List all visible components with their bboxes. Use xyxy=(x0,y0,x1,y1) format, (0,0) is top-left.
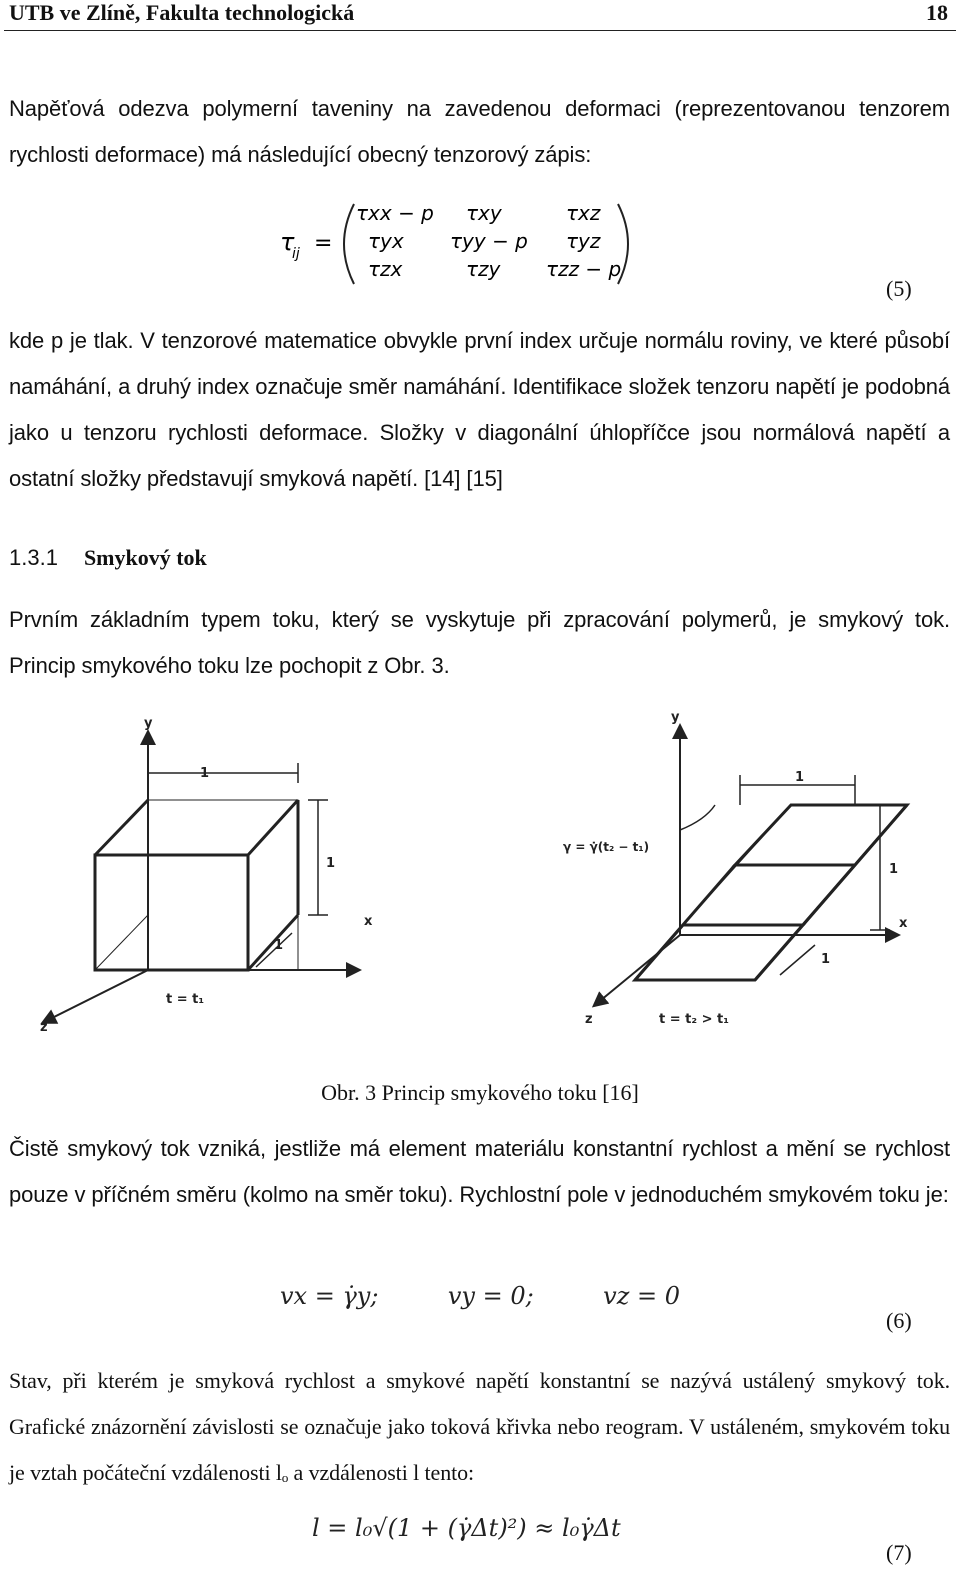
paragraph-steady-shear: Stav, při kterém je smyková rychlost a smykové napětí konstantní se nazývá ustálený smykový tok. Grafické znázornění závislosti se označuje jako toková křivka nebo reogram. V ustáleném, smykovém toku je vztah počáteční vzdálenosti lₒ a vzdálenosti l tento: xyxy=(9,1368,950,1485)
equation-number-7: (7) xyxy=(886,1540,912,1565)
eq5-cell: τzx xyxy=(368,257,403,281)
gamma-arc xyxy=(680,805,715,830)
dimension-depth-label: 1 xyxy=(274,938,284,953)
cube-edge xyxy=(248,800,298,855)
equation-7: l = l₀√(1 + (γ̇Δt)²) ≈ l₀γ̇Δt xyxy=(312,1514,621,1542)
dimension-depth-label: 1 xyxy=(821,952,831,967)
equation-number-5: (5) xyxy=(886,276,912,301)
y-axis-label: y xyxy=(144,716,153,731)
cube-edge xyxy=(95,800,148,855)
eq5-cell: τxy xyxy=(466,201,502,225)
paragraph-shear-intro: Prvním základním typem toku, který se vyskytuje při zpracování polymerů, je smykový tok. Princip smykového toku lze pochopit z Obr. 3. xyxy=(9,607,950,678)
z-axis-label: z xyxy=(40,1020,48,1035)
dimension-line-depth xyxy=(780,945,815,975)
x-axis-label: x xyxy=(364,914,373,929)
dimension-side-label: 1 xyxy=(889,862,899,877)
eq5-cell: τxx − p xyxy=(356,201,434,225)
eq5-cell: τzz − p xyxy=(546,257,622,281)
section-number: 1.3.1 xyxy=(9,545,58,570)
figure-cube-left xyxy=(20,705,400,1045)
figure-sheared-right xyxy=(555,705,935,1045)
eq5-cell: τyy − p xyxy=(450,229,528,253)
eq5-lhs: τ xyxy=(280,228,295,256)
equation-5 xyxy=(270,198,650,290)
header-title: UTB ve Zlíně, Fakultа technologická xyxy=(9,0,355,25)
page-number: 18 xyxy=(926,0,948,25)
eq6-vx: vx = γ̇y; xyxy=(280,1282,379,1310)
cube-edge xyxy=(248,915,298,970)
time-label: t = t₁ xyxy=(166,992,205,1007)
cube-edge-hidden xyxy=(95,915,148,970)
dimension-side-label: 1 xyxy=(326,856,336,871)
paragraph-pure-shear: Čistě smykový tok vzniká, jestliže má element materiálu konstantní rychlost a mění se rychlost pouze v příčném směru (kolmo na směr toku). Rychlostní pole v jednoduchém smykovém toku je: xyxy=(9,1136,950,1207)
paragraph-intro: Napěťová odezva polymerní taveniny na zavedenou deformaci (reprezentovanou tenzorem rychlosti deformace) má následující obecný tenzorový zápis: xyxy=(9,96,950,167)
x-axis-label: x xyxy=(899,916,908,931)
gamma-label: γ = γ̇(t₂ − t₁) xyxy=(563,840,650,854)
z-axis-label: z xyxy=(585,1012,593,1027)
eq6-vz: vz = 0 xyxy=(603,1282,680,1310)
eq5-cell: τzy xyxy=(466,257,501,281)
equation-number-6: (6) xyxy=(886,1308,912,1333)
header-rule xyxy=(4,30,956,31)
cube-front-face xyxy=(95,855,248,970)
dimension-top-label: 1 xyxy=(795,770,805,785)
eq5-cell: τyx xyxy=(368,229,404,253)
eq6-vy: vy = 0; xyxy=(447,1282,534,1310)
z-axis xyxy=(44,970,148,1022)
eq5-cell: τyz xyxy=(566,229,601,253)
section-heading xyxy=(9,545,207,571)
dimension-top-label: 1 xyxy=(200,766,210,781)
paragraph-tensor: kde p je tlak. V tenzorové matematice obvykle první index určuje normálu roviny, ve které působí namáhání, a druhý index označuje směr namáhání. Identifikace složek tenzoru napětí je podobná jako u tenzoru rychlosti deformace. Složky v diagonální úhlopříčce jsou normálová napětí a ostatní složky představují smyková napětí. [14] [15] xyxy=(9,328,950,491)
eq5-lhs-sub: ij xyxy=(292,246,300,262)
eq5-cell: τxz xyxy=(566,201,601,225)
section-title: Smykový tok xyxy=(83,545,207,570)
time-label: t = t₂ > t₁ xyxy=(659,1012,729,1027)
eq5-equals: = xyxy=(314,231,333,256)
z-axis xyxy=(595,935,680,1005)
equation-6 xyxy=(280,1282,680,1310)
figure-caption: Obr. 3 Princip smykového toku [16] xyxy=(321,1080,639,1105)
y-axis-label: y xyxy=(671,710,680,725)
eq5-left-paren xyxy=(344,204,354,284)
